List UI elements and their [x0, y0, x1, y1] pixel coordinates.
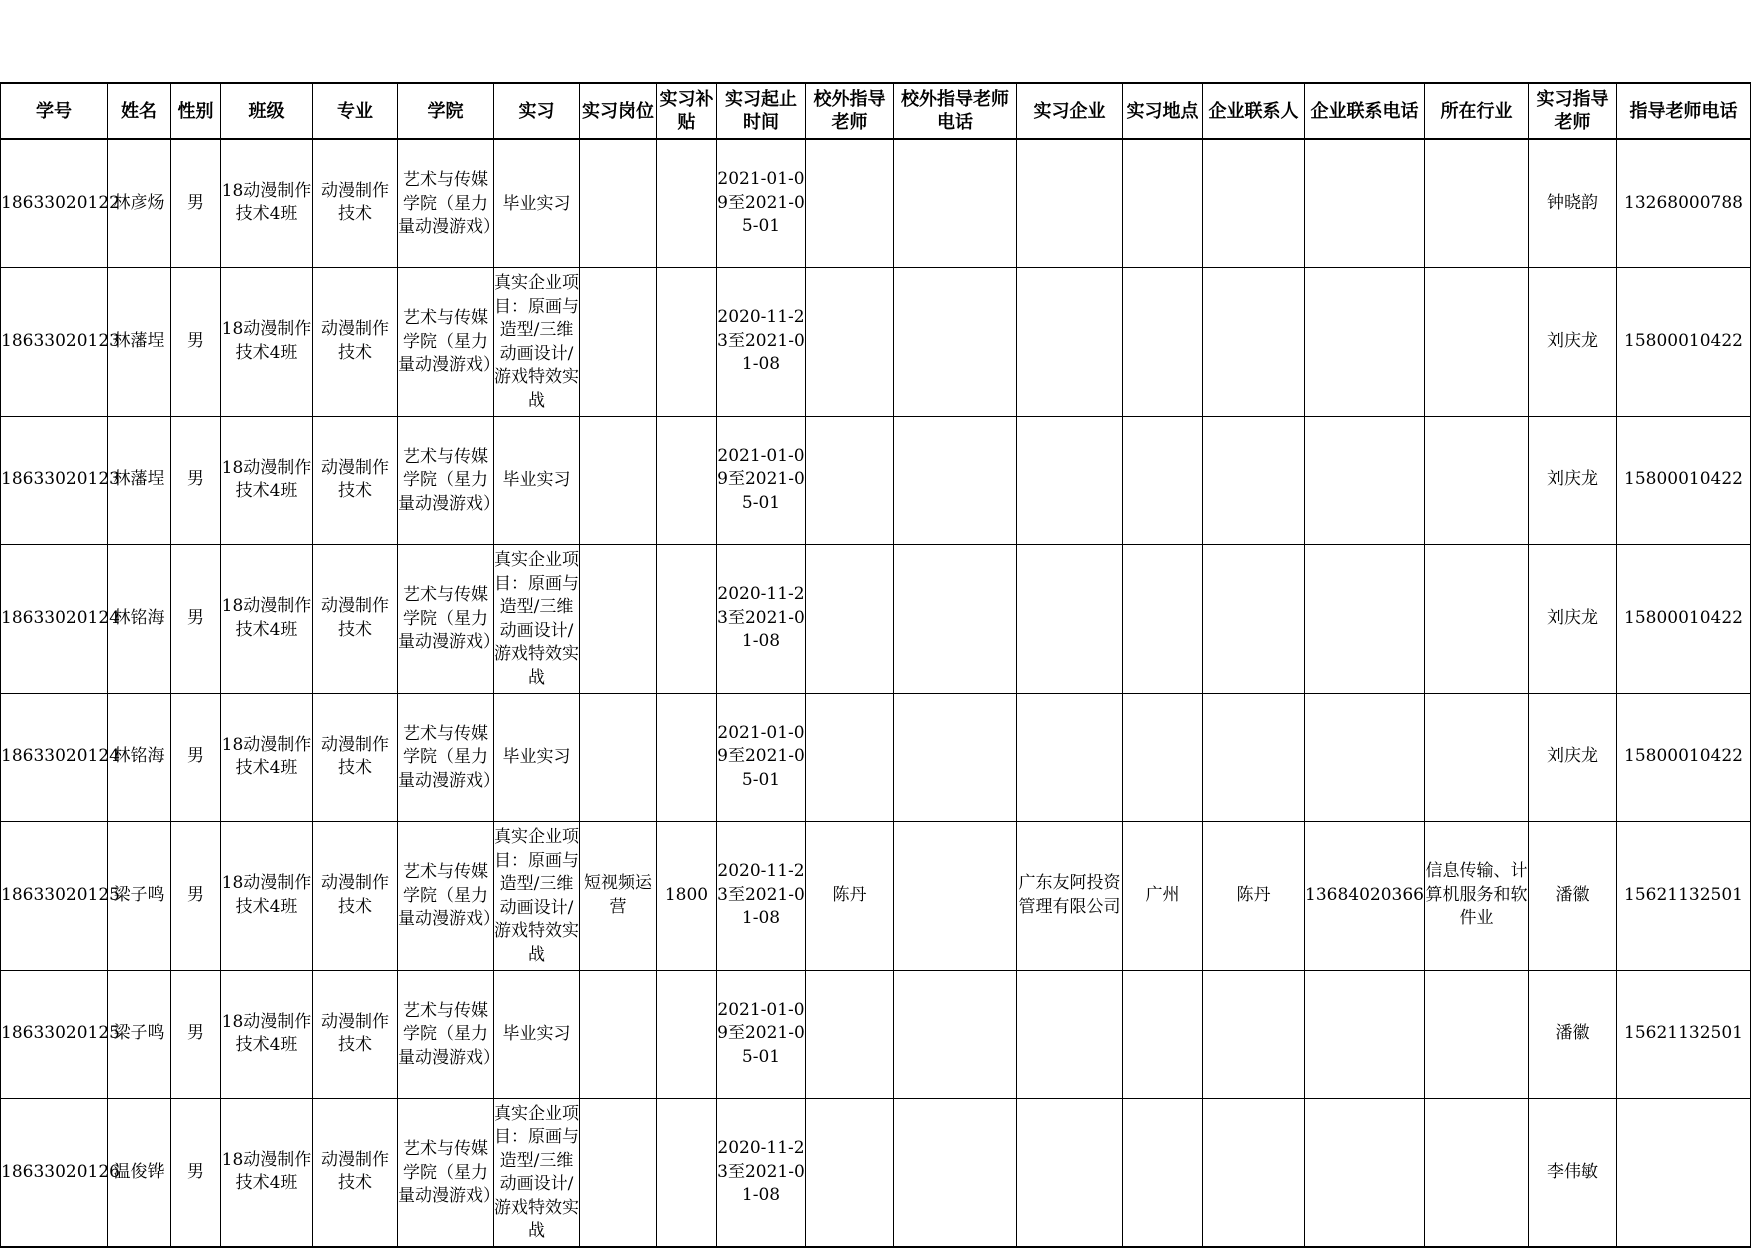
cell-gender	[171, 821, 221, 970]
cell-period-text: 2020-11-23至2021-01-08	[717, 307, 805, 375]
cell-major	[313, 267, 398, 416]
col-header-company: 实习企业	[1017, 83, 1123, 139]
cell-tutor	[1529, 544, 1617, 693]
cell-class	[221, 267, 313, 416]
cell-company	[1017, 267, 1123, 416]
cell-tutor-phone-text: 15800010422	[1624, 469, 1743, 490]
cell-college	[398, 416, 500, 544]
cell-company	[1017, 693, 1123, 821]
col-header-tutor: 实习指导老师	[1529, 83, 1617, 139]
cell-subsidy	[657, 544, 717, 693]
cell-tutor	[1529, 821, 1617, 970]
cell-gender-text: 男	[187, 1161, 204, 1182]
cell-ext-tutor-phone	[894, 693, 1017, 821]
cell-location	[1123, 1098, 1203, 1247]
cell-tutor-phone-text: 15800010422	[1624, 746, 1743, 767]
table-row	[1, 693, 1751, 821]
col-header-tutor-phone: 指导老师电话	[1617, 83, 1751, 139]
cell-ext-tutor	[806, 970, 894, 1098]
cell-class	[221, 821, 313, 970]
cell-tutor	[1529, 139, 1617, 267]
cell-name-text: 林藩埕	[113, 330, 165, 351]
cell-tutor	[1529, 693, 1617, 821]
cell-contact	[1203, 821, 1305, 970]
cell-student-id	[1, 267, 120, 416]
cell-internship-text: 毕业实习	[502, 1024, 571, 1045]
col-header-name: 姓名	[108, 83, 171, 139]
cell-tutor-phone	[1617, 139, 1751, 267]
cell-college	[398, 544, 500, 693]
cell-gender	[171, 416, 221, 544]
cell-position	[580, 1098, 657, 1247]
cell-tutor-phone	[1617, 1098, 1751, 1247]
cell-tutor-phone-text: 13268000788	[1624, 192, 1743, 213]
cell-gender	[171, 139, 221, 267]
cell-contact	[1203, 1098, 1305, 1247]
cell-name	[108, 821, 171, 970]
cell-class-text: 18动漫制作技术4班	[221, 596, 312, 640]
cell-student-id-text: 18633020123	[1, 330, 120, 351]
cell-period-text: 2021-01-09至2021-05-01	[717, 445, 805, 513]
cell-gender	[171, 544, 221, 693]
cell-class-text: 18动漫制作技术4班	[221, 457, 312, 501]
table-row	[1, 267, 1751, 416]
cell-period	[717, 544, 806, 693]
cell-contact	[1203, 139, 1305, 267]
cell-gender-text: 男	[187, 469, 204, 490]
cell-internship	[494, 821, 580, 970]
cell-college-text: 艺术与传媒学院（星力量动漫游戏）	[398, 446, 500, 514]
cell-period-text: 2020-11-23至2021-01-08	[717, 1138, 805, 1205]
cell-major-text: 动漫制作技术	[321, 180, 389, 225]
cell-class	[221, 1098, 313, 1247]
cell-internship-text: 真实企业项目：原画与造型/三维动画设计/游戏特效实战	[494, 1103, 579, 1242]
cell-student-id	[1, 544, 120, 693]
cell-name	[108, 970, 171, 1098]
cell-subsidy	[657, 139, 717, 267]
cell-contact-phone	[1305, 139, 1425, 267]
cell-period	[717, 416, 806, 544]
cell-class	[221, 139, 313, 267]
cell-major	[313, 544, 398, 693]
cell-tutor-text: 刘庆龙	[1547, 607, 1598, 628]
cell-major-text: 动漫制作技术	[321, 596, 389, 640]
cell-college-text: 艺术与传媒学院（星力量动漫游戏）	[398, 723, 500, 791]
cell-company	[1017, 139, 1123, 267]
cell-college-text: 艺术与传媒学院（星力量动漫游戏）	[398, 308, 500, 376]
cell-gender-text: 男	[187, 607, 204, 628]
cell-gender	[171, 970, 221, 1098]
cell-tutor-text: 刘庆龙	[1547, 330, 1598, 351]
cell-contact	[1203, 416, 1305, 544]
col-header-position: 实习岗位	[580, 83, 657, 139]
cell-industry	[1425, 267, 1529, 416]
cell-name	[108, 267, 171, 416]
cell-period	[717, 267, 806, 416]
cell-period-text: 2020-11-23至2021-01-08	[717, 584, 805, 652]
cell-class	[221, 970, 313, 1098]
cell-period	[717, 139, 806, 267]
col-header-student-id: 学号	[1, 83, 108, 139]
cell-internship-text: 真实企业项目：原画与造型/三维动画设计/游戏特效实战	[494, 273, 579, 411]
cell-period-text: 2021-01-09至2021-05-01	[717, 722, 805, 790]
cell-tutor-text: 刘庆龙	[1547, 746, 1598, 767]
cell-contact	[1203, 970, 1305, 1098]
cell-major	[313, 1098, 398, 1247]
cell-ext-tutor-phone	[894, 821, 1017, 970]
cell-location	[1123, 970, 1203, 1098]
col-header-gender: 性别	[171, 83, 221, 139]
cell-internship-text: 毕业实习	[502, 470, 571, 491]
cell-industry	[1425, 821, 1529, 970]
cell-major-text: 动漫制作技术	[321, 873, 389, 917]
cell-tutor	[1529, 267, 1617, 416]
cell-ext-tutor-text: 陈丹	[832, 884, 867, 905]
cell-internship	[494, 544, 580, 693]
cell-student-id	[1, 970, 120, 1098]
cell-class	[221, 693, 313, 821]
cell-industry	[1425, 416, 1529, 544]
cell-subsidy	[657, 970, 717, 1098]
cell-contact-phone	[1305, 970, 1425, 1098]
cell-gender	[171, 1098, 221, 1247]
cell-student-id	[1, 1098, 120, 1247]
cell-tutor-phone	[1617, 416, 1751, 544]
cell-period	[717, 1098, 806, 1247]
cell-major	[313, 821, 398, 970]
cell-ext-tutor	[806, 1098, 894, 1247]
col-header-college: 学院	[398, 83, 494, 139]
col-header-location: 实习地点	[1123, 83, 1203, 139]
col-header-subsidy: 实习补贴	[657, 83, 717, 139]
cell-tutor-text: 潘徽	[1555, 1023, 1590, 1044]
cell-industry	[1425, 970, 1529, 1098]
cell-subsidy	[657, 267, 717, 416]
cell-industry	[1425, 139, 1529, 267]
cell-tutor-text: 李伟敏	[1547, 1161, 1598, 1182]
cell-major	[313, 693, 398, 821]
cell-tutor-phone	[1617, 267, 1751, 416]
cell-gender-text: 男	[187, 330, 204, 351]
cell-position	[580, 821, 657, 970]
cell-tutor-phone	[1617, 693, 1751, 821]
cell-period-text: 2021-01-09至2021-05-01	[717, 169, 805, 236]
cell-college	[398, 821, 500, 970]
cell-major-text: 动漫制作技术	[321, 1149, 389, 1194]
cell-class-text: 18动漫制作技术4班	[221, 1011, 312, 1055]
cell-contact-phone	[1305, 267, 1425, 416]
cell-industry	[1425, 1098, 1529, 1247]
cell-position-text: 短视频运营	[584, 873, 652, 917]
cell-period-text: 2021-01-09至2021-05-01	[717, 999, 805, 1067]
cell-contact-phone	[1305, 544, 1425, 693]
col-header-contact: 企业联系人	[1203, 83, 1305, 139]
cell-industry	[1425, 693, 1529, 821]
cell-ext-tutor	[806, 416, 894, 544]
cell-student-id	[1, 693, 120, 821]
cell-internship	[494, 693, 580, 821]
cell-name	[108, 693, 171, 821]
cell-major-text: 动漫制作技术	[321, 1011, 389, 1055]
cell-student-id-text: 18633020122	[1, 192, 120, 213]
cell-contact	[1203, 544, 1305, 693]
cell-name-text: 林铭海	[113, 746, 165, 767]
cell-name	[108, 139, 171, 267]
internship-table	[0, 82, 1751, 1248]
cell-college-text: 艺术与传媒学院（星力量动漫游戏）	[398, 1000, 500, 1068]
cell-name-text: 林彦炀	[113, 192, 165, 213]
cell-student-id-text: 18633020124	[1, 746, 120, 767]
cell-student-id-text: 18633020125	[1, 1023, 120, 1044]
table-row	[1, 416, 1751, 544]
cell-position	[580, 416, 657, 544]
cell-tutor-phone	[1617, 970, 1751, 1098]
cell-name	[108, 416, 171, 544]
cell-contact-phone	[1305, 416, 1425, 544]
cell-internship-text: 毕业实习	[502, 747, 571, 768]
cell-ext-tutor-phone	[894, 139, 1017, 267]
table-row	[1, 821, 1751, 970]
cell-ext-tutor	[806, 544, 894, 693]
cell-class-text: 18动漫制作技术4班	[221, 734, 312, 778]
cell-ext-tutor	[806, 139, 894, 267]
cell-internship	[494, 416, 580, 544]
cell-contact	[1203, 693, 1305, 821]
cell-name-text: 梁子鸣	[113, 1023, 165, 1044]
cell-class	[221, 416, 313, 544]
cell-location	[1123, 821, 1203, 970]
cell-ext-tutor-phone	[894, 970, 1017, 1098]
cell-company	[1017, 416, 1123, 544]
cell-company-text: 广东友阿投资管理有限公司	[1018, 873, 1121, 917]
cell-name	[108, 1098, 171, 1247]
cell-industry	[1425, 544, 1529, 693]
col-header-ext-tutor: 校外指导老师	[806, 83, 894, 139]
cell-contact	[1203, 267, 1305, 416]
cell-college	[398, 693, 500, 821]
table-row	[1, 970, 1751, 1098]
cell-gender-text: 男	[187, 884, 204, 905]
cell-name-text: 梁子鸣	[113, 884, 165, 905]
cell-company	[1017, 821, 1123, 970]
col-header-period: 实习起止时间	[717, 83, 806, 139]
cell-location	[1123, 544, 1203, 693]
cell-college-text: 艺术与传媒学院（星力量动漫游戏）	[398, 862, 500, 930]
cell-name-text: 林铭海	[113, 607, 165, 628]
cell-tutor-text: 潘徽	[1555, 884, 1590, 905]
cell-student-id	[1, 416, 120, 544]
cell-name-text: 林藩埕	[113, 469, 165, 490]
cell-internship-text: 真实企业项目：原画与造型/三维动画设计/游戏特效实战	[494, 550, 579, 688]
cell-ext-tutor-phone	[894, 1098, 1017, 1247]
table-row	[1, 544, 1751, 693]
cell-gender-text: 男	[187, 192, 204, 213]
cell-internship-text: 毕业实习	[502, 193, 571, 214]
cell-location	[1123, 693, 1203, 821]
header-row	[1, 83, 1751, 139]
cell-college	[398, 267, 500, 416]
cell-student-id-text: 18633020125	[1, 884, 120, 905]
cell-company	[1017, 1098, 1123, 1247]
cell-ext-tutor-phone	[894, 544, 1017, 693]
cell-position	[580, 970, 657, 1098]
cell-tutor	[1529, 970, 1617, 1098]
cell-ext-tutor	[806, 693, 894, 821]
cell-subsidy	[657, 416, 717, 544]
table-body	[1, 139, 1751, 1247]
cell-subsidy	[657, 693, 717, 821]
cell-student-id	[1, 821, 120, 970]
cell-location	[1123, 416, 1203, 544]
cell-major	[313, 139, 398, 267]
cell-tutor-text: 刘庆龙	[1547, 469, 1598, 490]
cell-location-text: 广州	[1145, 884, 1180, 905]
cell-major-text: 动漫制作技术	[321, 457, 389, 501]
cell-college	[398, 970, 500, 1098]
cell-class-text: 18动漫制作技术4班	[221, 1149, 312, 1194]
cell-name-text: 温俊铧	[113, 1161, 165, 1182]
cell-student-id-text: 18633020126	[1, 1161, 120, 1182]
cell-ext-tutor-phone	[894, 267, 1017, 416]
cell-location	[1123, 267, 1203, 416]
cell-contact-phone	[1305, 821, 1425, 970]
cell-internship	[494, 970, 580, 1098]
cell-student-id-text: 18633020123	[1, 469, 120, 490]
cell-ext-tutor-phone	[894, 416, 1017, 544]
cell-period	[717, 693, 806, 821]
col-header-ext-tutor-phone: 校外指导老师电话	[894, 83, 1017, 139]
col-header-contact-phone: 企业联系电话	[1305, 83, 1425, 139]
cell-class	[221, 544, 313, 693]
cell-contact-phone-text: 13684020366	[1305, 884, 1424, 905]
cell-college-text: 艺术与传媒学院（星力量动漫游戏）	[398, 170, 500, 237]
col-header-major: 专业	[313, 83, 398, 139]
cell-student-id-text: 18633020124	[1, 607, 120, 628]
cell-period	[717, 970, 806, 1098]
cell-major	[313, 970, 398, 1098]
cell-period-text: 2020-11-23至2021-01-08	[717, 861, 805, 929]
cell-period	[717, 821, 806, 970]
cell-internship	[494, 267, 580, 416]
cell-internship	[494, 1098, 580, 1247]
cell-gender-text: 男	[187, 746, 204, 767]
col-header-internship: 实习	[494, 83, 580, 139]
cell-major	[313, 416, 398, 544]
cell-contact-phone	[1305, 1098, 1425, 1247]
cell-gender	[171, 267, 221, 416]
cell-gender-text: 男	[187, 1023, 204, 1044]
cell-company	[1017, 970, 1123, 1098]
cell-internship-text: 真实企业项目：原画与造型/三维动画设计/游戏特效实战	[494, 827, 579, 965]
cell-class-text: 18动漫制作技术4班	[221, 873, 312, 917]
table-row	[1, 139, 1751, 267]
cell-contact-text: 陈丹	[1236, 884, 1271, 905]
cell-company	[1017, 544, 1123, 693]
cell-tutor	[1529, 1098, 1617, 1247]
cell-ext-tutor	[806, 821, 894, 970]
cell-position	[580, 139, 657, 267]
cell-tutor-phone	[1617, 821, 1751, 970]
cell-subsidy	[657, 821, 717, 970]
cell-subsidy-text: 1800	[664, 884, 709, 905]
cell-college	[398, 1098, 500, 1247]
cell-tutor-phone-text: 15621132501	[1624, 1023, 1743, 1044]
cell-gender	[171, 693, 221, 821]
cell-subsidy	[657, 1098, 717, 1247]
col-header-industry: 所在行业	[1425, 83, 1529, 139]
cell-location	[1123, 139, 1203, 267]
cell-ext-tutor	[806, 267, 894, 416]
cell-tutor-phone-text: 15800010422	[1624, 607, 1743, 628]
col-header-class: 班级	[221, 83, 313, 139]
cell-position	[580, 693, 657, 821]
cell-tutor-phone	[1617, 544, 1751, 693]
cell-internship	[494, 139, 580, 267]
cell-position	[580, 544, 657, 693]
cell-college	[398, 139, 500, 267]
cell-industry-text: 信息传输、计算机服务和软件业	[1425, 861, 1528, 929]
cell-tutor	[1529, 416, 1617, 544]
table-row	[1, 1098, 1751, 1247]
cell-major-text: 动漫制作技术	[321, 734, 389, 778]
cell-tutor-phone-text: 15800010422	[1624, 330, 1743, 351]
cell-class-text: 18动漫制作技术4班	[221, 180, 312, 225]
cell-college-text: 艺术与传媒学院（星力量动漫游戏）	[398, 585, 500, 653]
cell-class-text: 18动漫制作技术4班	[221, 319, 312, 363]
cell-contact-phone	[1305, 693, 1425, 821]
cell-student-id	[1, 139, 120, 267]
cell-tutor-text: 钟晓韵	[1547, 192, 1598, 213]
cell-college-text: 艺术与传媒学院（星力量动漫游戏）	[398, 1139, 500, 1206]
cell-major-text: 动漫制作技术	[321, 319, 389, 363]
cell-tutor-phone-text: 15621132501	[1624, 884, 1743, 905]
cell-name	[108, 544, 171, 693]
cell-position	[580, 267, 657, 416]
